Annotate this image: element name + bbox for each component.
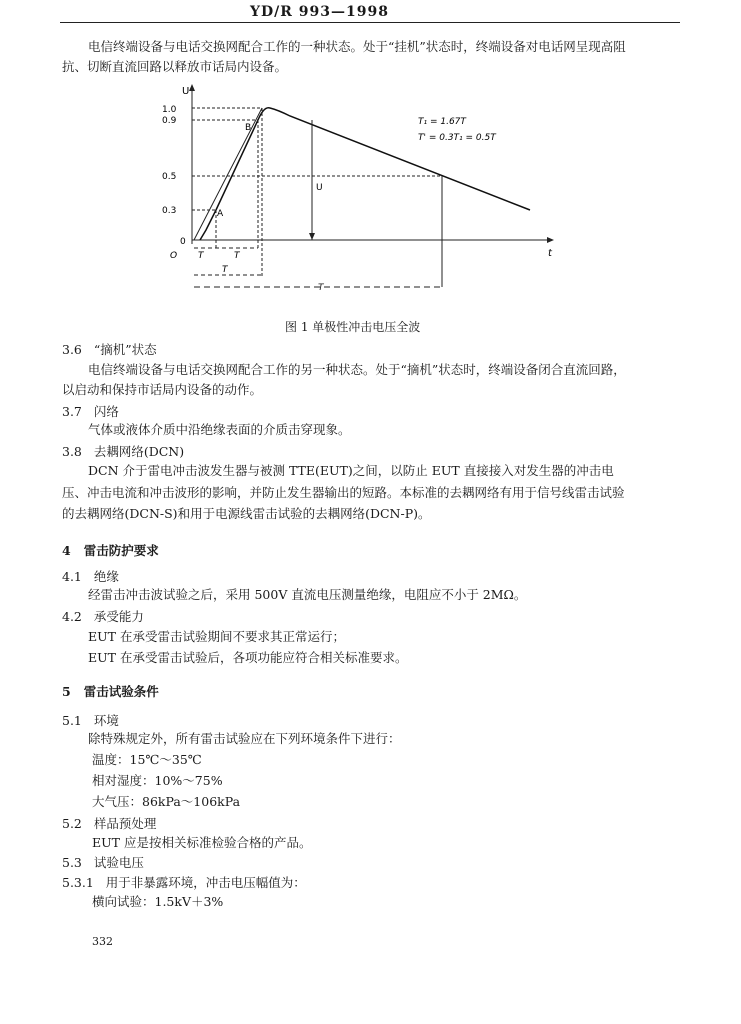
point-b-label: B	[245, 123, 252, 133]
y-tick-0: 0	[180, 237, 186, 247]
chapter-title: 雷击试验条件	[83, 684, 159, 699]
section-number: 4.2	[62, 609, 82, 624]
y-tick-1-0: 1.0	[162, 105, 177, 115]
formula-t1: T₁ = 1.67T	[418, 117, 466, 127]
section-5-3-heading	[62, 853, 144, 871]
x-axis-label: t	[548, 248, 552, 259]
section-5-1-line: 除特殊规定外，所有雷击试验应在下列环境条件下进行：	[88, 731, 401, 746]
y-axis-label: U	[182, 86, 190, 97]
y-tick-0-5: 0.5	[162, 172, 177, 182]
front-line-extension	[194, 108, 262, 240]
chapter-4-heading	[62, 541, 159, 559]
chapter-5-heading	[62, 682, 159, 700]
section-number: 5.1	[62, 713, 82, 728]
env-humidity: 相对湿度：10%～75%	[92, 773, 223, 788]
section-number: 3.7	[62, 404, 82, 419]
section-3-8-line-2: 压、冲击电流和冲击波形的影响，并防止发生器输出的短路。本标准的去耦网络有用于信号线雷击试验	[62, 485, 625, 500]
section-title: 用于非暴露环境，冲击电压幅值为：	[105, 875, 306, 890]
section-3-7-heading	[62, 402, 119, 420]
x-axis-arrow	[547, 237, 554, 243]
section-number: 5.3.1	[62, 875, 94, 890]
env-pressure: 大气压：86kPa～106kPa	[92, 794, 241, 809]
section-4-2-line-1: EUT 在承受雷击试验期间不要求其正常运行；	[88, 629, 345, 644]
section-3-8-line-1: DCN 介于雷电冲击波发生器与被测 TTE(EUT)之间，以防止 EUT 直接接入对发生器的冲击电	[88, 463, 614, 478]
chapter-number: 4	[62, 543, 71, 558]
chapter-number: 5	[62, 684, 71, 699]
section-4-1-line: 经雷击冲击波试验之后，采用 500V 直流电压测量绝缘，电阻应不小于 2MΩ。	[88, 587, 527, 602]
section-title: 承受能力	[93, 609, 144, 624]
header-rule	[60, 22, 680, 23]
section-3-6-heading	[62, 340, 157, 358]
section-3-6-line-2: 以启动和保持市话局内设备的动作。	[62, 382, 263, 397]
y-axis-arrow	[189, 84, 195, 91]
section-number: 4.1	[62, 569, 82, 584]
t-label-2: T	[234, 251, 240, 261]
t1-label: T	[222, 265, 228, 275]
intro-line-1: 电信终端设备与电话交换网配合工作的一种状态。处于“挂机”状态时，终端设备对电话网呈现高阻	[88, 39, 626, 54]
section-5-3-1-heading	[62, 873, 306, 891]
formula-t-prime: T' = 0.3T₁ = 0.5T	[418, 133, 496, 143]
section-4-1-heading	[62, 567, 119, 585]
section-3-8-heading	[62, 442, 184, 460]
section-number: 5.2	[62, 816, 82, 831]
section-title: 试验电压	[93, 855, 144, 870]
section-5-3-1-line: 横向试验：1.5kV＋3%	[92, 894, 224, 909]
section-number: 3.8	[62, 444, 82, 459]
env-temperature: 温度：15℃～35℃	[92, 752, 202, 767]
figure-caption: 图 1 单极性冲击电压全波	[285, 320, 421, 334]
chapter-title: 雷击防护要求	[83, 543, 159, 558]
section-3-6-line-1: 电信终端设备与电话交换网配合工作的另一种状态。处于“摘机”状态时，终端设备闭合直流回路，	[88, 362, 626, 377]
origin-label: O	[170, 251, 178, 261]
y-tick-0-3: 0.3	[162, 206, 177, 216]
section-5-2-line: EUT 应是按相关标准检验合格的产品。	[92, 835, 312, 850]
impulse-waveform-diagram	[150, 82, 570, 317]
section-title: 绝缘	[93, 569, 119, 584]
t-label-1: T	[198, 251, 204, 261]
section-title: “摘机”状态	[93, 342, 157, 357]
section-4-2-line-2: EUT 在承受雷击试验后，各项功能应符合相关标准要求。	[88, 650, 408, 665]
peak-amplitude-label: U	[316, 183, 323, 193]
section-title: 样品预处理	[93, 816, 157, 831]
intro-line-2: 抗、切断直流回路以释放市话局内设备。	[62, 59, 288, 74]
section-title: 闪络	[93, 404, 119, 419]
section-title: 环境	[93, 713, 119, 728]
point-a-label: A	[217, 209, 224, 219]
section-5-1-heading	[62, 711, 119, 729]
section-title: 去耦网络(DCN)	[93, 444, 185, 459]
section-5-2-heading	[62, 814, 156, 832]
section-3-8-line-3: 的去耦网络(DCN-S)和用于电源线雷击试验的去耦网络(DCN-P)。	[62, 506, 431, 521]
document-header: YD/R 993—1998	[250, 4, 389, 20]
section-3-7-line-1: 气体或液体介质中沿绝缘表面的介质击穿现象。	[88, 422, 351, 437]
t2-label: T	[318, 283, 324, 293]
page-number: 332	[92, 935, 113, 948]
section-number: 3.6	[62, 342, 82, 357]
section-4-2-heading	[62, 607, 144, 625]
section-number: 5.3	[62, 855, 82, 870]
impulse-voltage-figure	[150, 82, 570, 317]
y-tick-0-9: 0.9	[162, 116, 177, 126]
